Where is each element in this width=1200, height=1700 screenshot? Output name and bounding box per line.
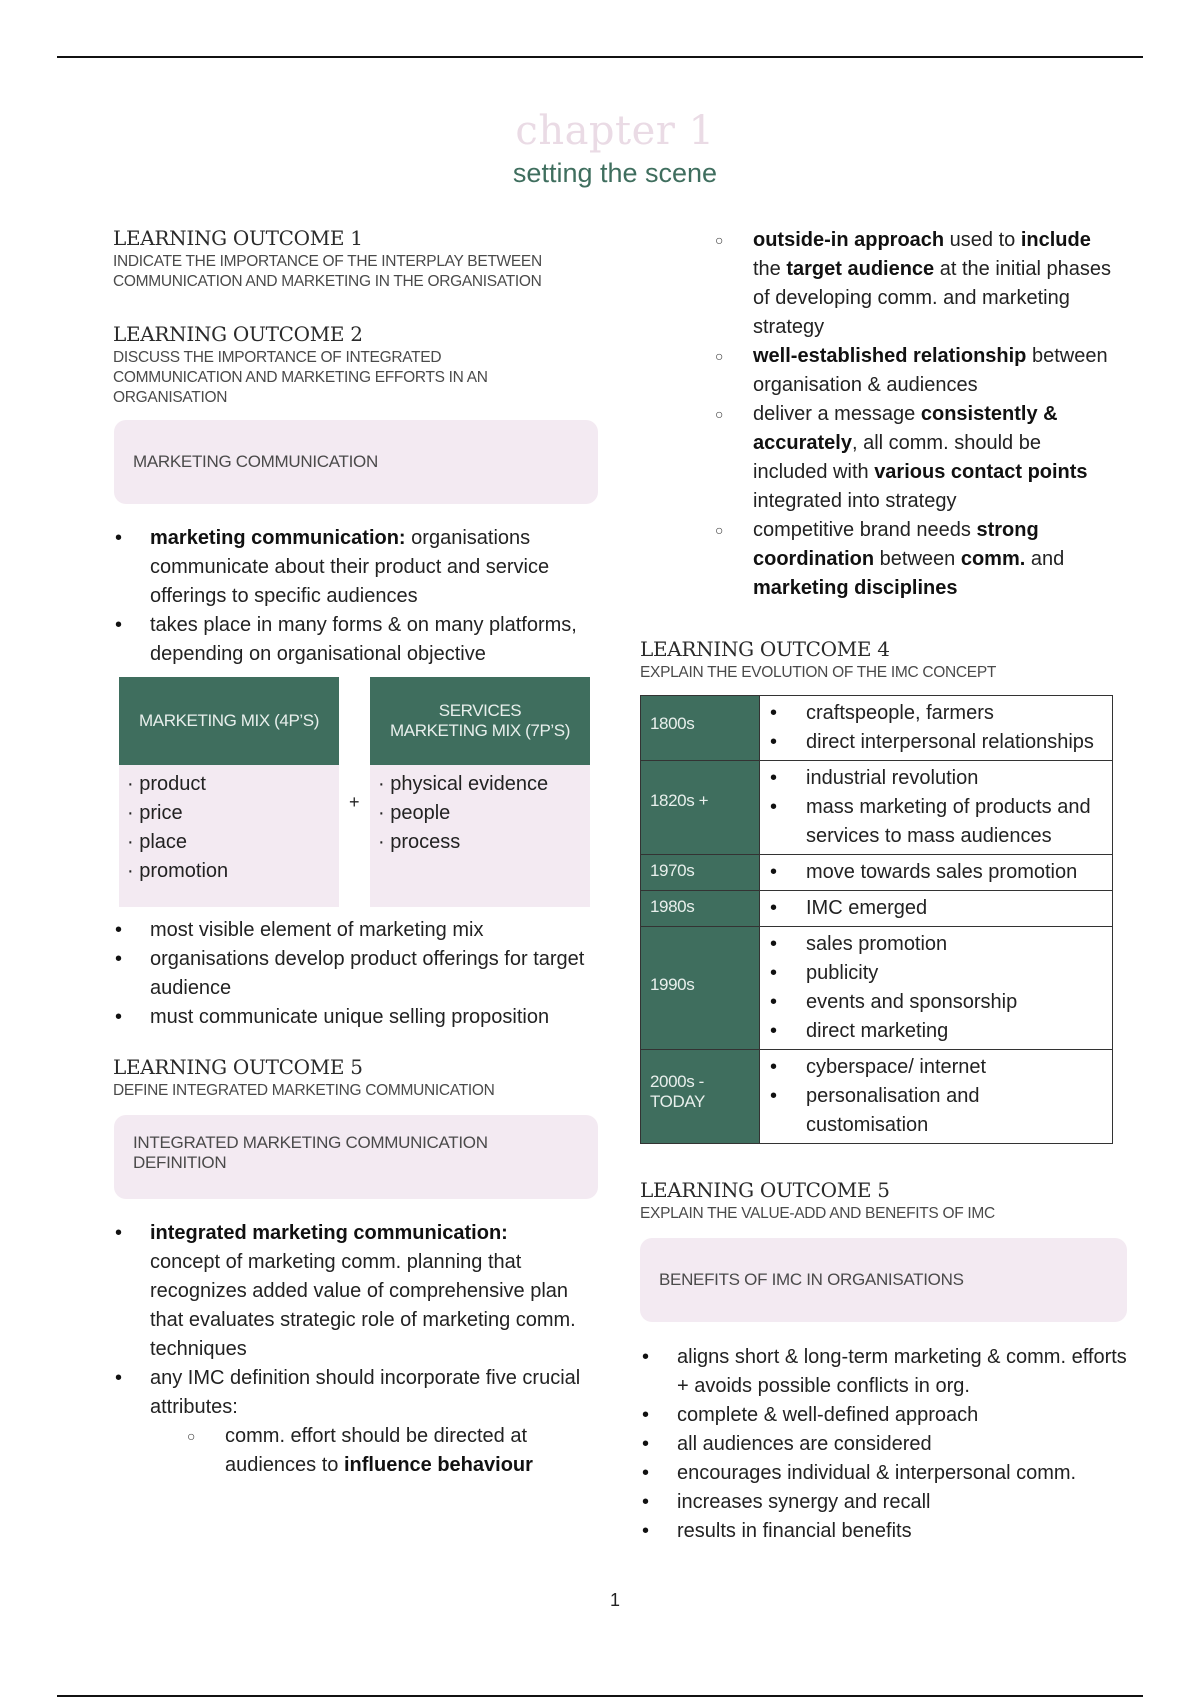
marketing-mix-diagram <box>113 677 603 907</box>
mix-item: · process <box>378 831 461 853</box>
left-column <box>113 226 603 1480</box>
imc-benefits-box <box>640 1238 1127 1322</box>
page-number: 1 <box>609 1590 620 1610</box>
lo5b-title: LEARNING OUTCOME 5 <box>640 1178 890 1202</box>
mix-item: · price <box>127 802 183 824</box>
era-cell: 1990s <box>641 927 760 1050</box>
sub-list-item: ○ outside-in approach used to include the target audience at the initial phases of developing comm. and marketing strategy <box>715 226 1115 342</box>
lo4-title: LEARNING OUTCOME 4 <box>640 637 890 661</box>
list-item: • takes place in many forms & on many platforms, depending on organisational objective <box>113 611 603 669</box>
list-item: • must communicate unique selling proposition <box>113 1003 603 1032</box>
list-item: • personalisation and customisation <box>768 1082 1104 1140</box>
services-marketing-mix-header: SERVICES MARKETING MIX (7P’S) <box>370 677 590 765</box>
marketing-mix-4ps <box>119 677 339 907</box>
list-item: • direct marketing <box>768 1017 1104 1046</box>
list-item: • all audiences are considered <box>640 1430 1130 1459</box>
list-item: • results in financial benefits <box>640 1517 1130 1546</box>
lo4-desc: EXPLAIN THE EVOLUTION OF THE IMC CONCEPT <box>640 664 997 681</box>
list-item: • complete & well-defined approach <box>640 1401 1130 1430</box>
bottom-rule <box>57 1695 1143 1697</box>
chapter-title: chapter 1 <box>515 108 715 154</box>
learning-outcome-4 <box>640 637 1135 683</box>
list-item: • increases synergy and recall <box>640 1488 1130 1517</box>
list-item: • any IMC definition should incorporate five crucial attributes: ○ comm. effort should be directed at audiences to influence behaviour <box>113 1364 603 1480</box>
services-marketing-mix-7ps <box>370 677 590 907</box>
mix-item: · product <box>127 773 206 795</box>
era-cell: 1800s <box>641 696 760 761</box>
imc-benefits-label: BENEFITS OF IMC IN ORGANISATIONS <box>659 1270 964 1289</box>
list-item: • marketing communication: organisations communicate about their product and service offerings to specific audiences <box>113 524 603 611</box>
table-row <box>641 761 1113 855</box>
learning-outcome-5-define <box>113 1055 603 1101</box>
imc-definition-label: INTEGRATED MARKETING COMMUNICATION DEFINITION <box>133 1133 488 1172</box>
lo5a-title: LEARNING OUTCOME 5 <box>113 1055 363 1079</box>
sub-list-item: ○ comm. effort should be directed at audiences to influence behaviour <box>187 1422 603 1480</box>
lo2-desc: DISCUSS THE IMPORTANCE OF INTEGRATED COMMUNICATION AND MARKETING EFFORTS IN AN ORGANISATION <box>113 349 488 406</box>
lo5b-desc: EXPLAIN THE VALUE-ADD AND BENEFITS OF IMC <box>640 1205 995 1222</box>
imc-benefits-list <box>640 1343 1130 1546</box>
marketing-communication-box <box>114 420 598 504</box>
learning-outcome-5-explain <box>640 1178 1135 1224</box>
marketing-mix-list <box>113 916 603 1032</box>
lo5a-desc: DEFINE INTEGRATED MARKETING COMMUNICATION <box>113 1082 495 1099</box>
chapter-subtitle: setting the scene <box>512 158 718 188</box>
list-item: • aligns short & long-term marketing & comm. efforts + avoids possible conflicts in org. <box>640 1343 1130 1401</box>
list-item: • cyberspace/ internet <box>768 1053 1104 1082</box>
plus-sign: + <box>349 792 360 812</box>
list-item: • organisations develop product offerings for target audience <box>113 945 603 1003</box>
list-item: • integrated marketing communication: concept of marketing comm. planning that recognizes added value of comprehensive plan that evaluates strategic role of marketing comm. techniques <box>113 1219 603 1364</box>
top-rule <box>57 56 1143 58</box>
table-row <box>641 891 1113 927</box>
era-cell: 1970s <box>641 855 760 891</box>
list-item: • direct interpersonal relationships <box>768 728 1104 757</box>
mix-item: · place <box>127 831 188 853</box>
table-row <box>641 1050 1113 1144</box>
mix-item: · people <box>378 802 451 824</box>
era-cell: 1980s <box>641 891 760 927</box>
list-item: • most visible element of marketing mix <box>113 916 603 945</box>
right-column <box>640 226 1135 1546</box>
lo1-desc: INDICATE THE IMPORTANCE OF THE INTERPLAY BETWEEN COMMUNICATION AND MARKETING IN THE ORGANISATION <box>113 253 542 290</box>
era-cell: 2000s - TODAY <box>641 1050 760 1144</box>
era-cell: 1820s + <box>641 761 760 855</box>
lo2-title: LEARNING OUTCOME 2 <box>113 322 363 346</box>
mix-item: · promotion <box>127 860 229 882</box>
marketing-communication-list <box>113 524 603 669</box>
sub-list-item: ○ competitive brand needs strong coordination between comm. and marketing disciplines <box>715 516 1115 603</box>
table-row <box>641 696 1113 761</box>
learning-outcome-1 <box>113 226 603 292</box>
marketing-mix-4ps-header: MARKETING MIX (4P’S) <box>119 677 339 765</box>
marketing-communication-label: MARKETING COMMUNICATION <box>133 452 378 471</box>
list-item: • mass marketing of products and services to mass audiences <box>768 793 1104 851</box>
lo1-title: LEARNING OUTCOME 1 <box>113 226 363 250</box>
table-row <box>641 855 1113 891</box>
list-item: • encourages individual & interpersonal comm. <box>640 1459 1130 1488</box>
imc-definition-box <box>114 1115 598 1199</box>
list-item: • move towards sales promotion <box>768 858 1104 887</box>
list-item: • events and sponsorship <box>768 988 1104 1017</box>
list-item: • publicity <box>768 959 1104 988</box>
imc-attributes-list <box>715 226 1115 603</box>
list-item: • IMC emerged <box>768 894 1104 923</box>
learning-outcome-2 <box>113 322 603 408</box>
list-item: • industrial revolution <box>768 764 1104 793</box>
sub-list-item: ○ deliver a message consistently & accurately, all comm. should be included with various contact points integrated into strategy <box>715 400 1115 516</box>
table-row <box>641 927 1113 1050</box>
imc-evolution-table <box>640 695 1113 1144</box>
imc-definition-list <box>113 1219 603 1480</box>
sub-list-item: ○ well-established relationship between organisation & audiences <box>715 342 1115 400</box>
mix-item: · physical evidence <box>378 773 549 795</box>
list-item: • sales promotion <box>768 930 1104 959</box>
list-item: • craftspeople, farmers <box>768 699 1104 728</box>
